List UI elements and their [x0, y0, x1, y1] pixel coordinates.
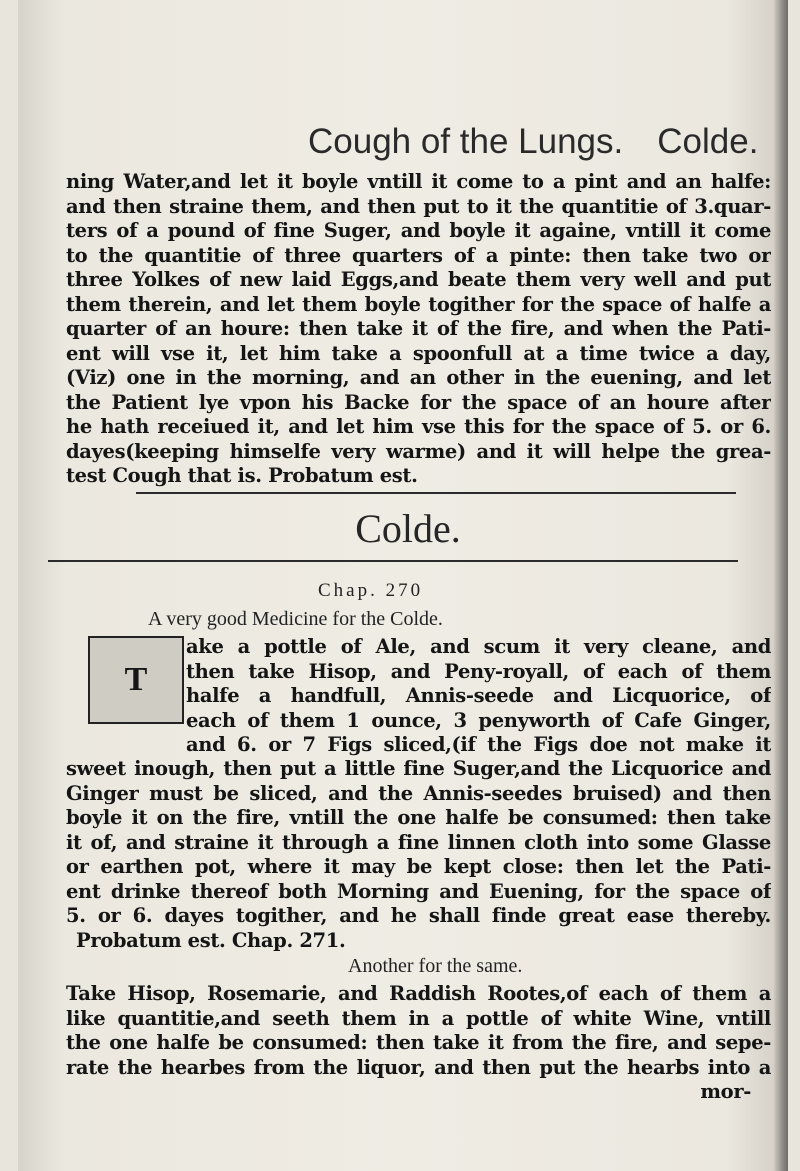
catchword: mor- [700, 1080, 751, 1103]
section-title: Colde. [355, 506, 461, 551]
text-line: the one halfe be consumed: then take it from the fire, and sepe- [66, 1031, 771, 1054]
text-line: and then straine them, and then put to it the quantitie of 3.quar- [66, 194, 771, 218]
text-line: quarter of an houre: then take it of the fire, and when the Pati- [66, 317, 771, 340]
chapter-intro: A very good Medicine for the Colde. [148, 608, 443, 630]
text-line: halfe a handfull, Annis-seede and Licquorice, of [186, 684, 771, 707]
chapter-heading: Chap. 270 [318, 580, 424, 601]
text-line: each of them 1 ounce, 3 penyworth of Cafe Ginger, [186, 708, 771, 732]
page-edge [774, 0, 788, 1171]
text-line: and 6. or 7 Figs sliced,(if the Figs doe not make it [186, 733, 771, 756]
section-rule-top [136, 492, 736, 494]
text-line: it of, and straine it through a fine linnen cloth into some Glasse [66, 830, 771, 854]
text-line: ent drinke thereof both Morning and Euening, for the space of [66, 879, 771, 903]
chapter-271-intro: Another for the same. [348, 955, 523, 977]
text-line: then take Hisop, and Peny-royall, of each of them [186, 659, 771, 683]
text-line: rate the hearbes from the liquor, and then put the hearbs into a [66, 1055, 771, 1079]
text-line: Ginger must be sliced, and the Annis-seedes bruised) and then [66, 781, 771, 805]
text-line: 5. or 6. dayes togither, and he shall finde great ease thereby. [66, 904, 771, 927]
top-paragraph [66, 170, 771, 489]
text-line: he hath receiued it, and let him vse this for the space of 5. or 6. [66, 415, 771, 438]
initial-letter: T [124, 661, 148, 698]
text-line: to the quantitie of three quarters of a pinte: then take two or [66, 243, 771, 267]
text-line: the Patient lye vpon his Backe for the space of an houre after [66, 390, 771, 414]
chapter-271-body [66, 982, 771, 1105]
section-rule-bottom [48, 560, 738, 562]
running-head-left: Cough of the Lungs. [308, 122, 624, 161]
chapter-270-body [66, 757, 771, 953]
chapter-270-indented [186, 635, 771, 758]
text-line: or earthen pot, where it may be kept close: then let the Pati- [66, 855, 771, 878]
text-line: test Cough that is. Probatum est. [66, 464, 418, 487]
text-line: like quantitie,and seeth them in a pottle of white Wine, vntill [66, 1006, 771, 1030]
text-line: boyle it on the fire, vntill the one halfe be consumed: then take [66, 806, 771, 829]
text-line: three Yolkes of new laid Eggs,and beate them very well and put [66, 268, 771, 291]
text-line: ters of a pound of fine Suger, and boyle it againe, vntill it come [66, 219, 771, 242]
text-line: sweet inough, then put a little fine Suger,and the Licquorice and [66, 757, 771, 780]
text-line: Take Hisop, Rosemarie, and Raddish Rootes,of each of them a [66, 982, 771, 1005]
text-line: ake a pottle of Ale, and scum it very cleane, and [186, 635, 771, 658]
text-line: ent will vse it, let him take a spoonfull at a time twice a day, [66, 341, 771, 365]
text-line: Probatum est. Chap. 271. [76, 928, 346, 952]
decorated-initial [88, 636, 184, 724]
running-head [308, 122, 759, 162]
book-page [18, 0, 788, 1171]
text-line: (Viz) one in the morning, and an other in the euening, and let [66, 366, 771, 389]
text-line: dayes(keeping himselfe very warme) and it will helpe the grea- [66, 439, 771, 463]
running-head-right: Colde. [657, 122, 759, 161]
text-line: them therein, and let them boyle togither for the space of halfe a [66, 292, 771, 316]
text-line: ning Water,and let it boyle vntill it come to a pint and an halfe: [66, 170, 771, 193]
